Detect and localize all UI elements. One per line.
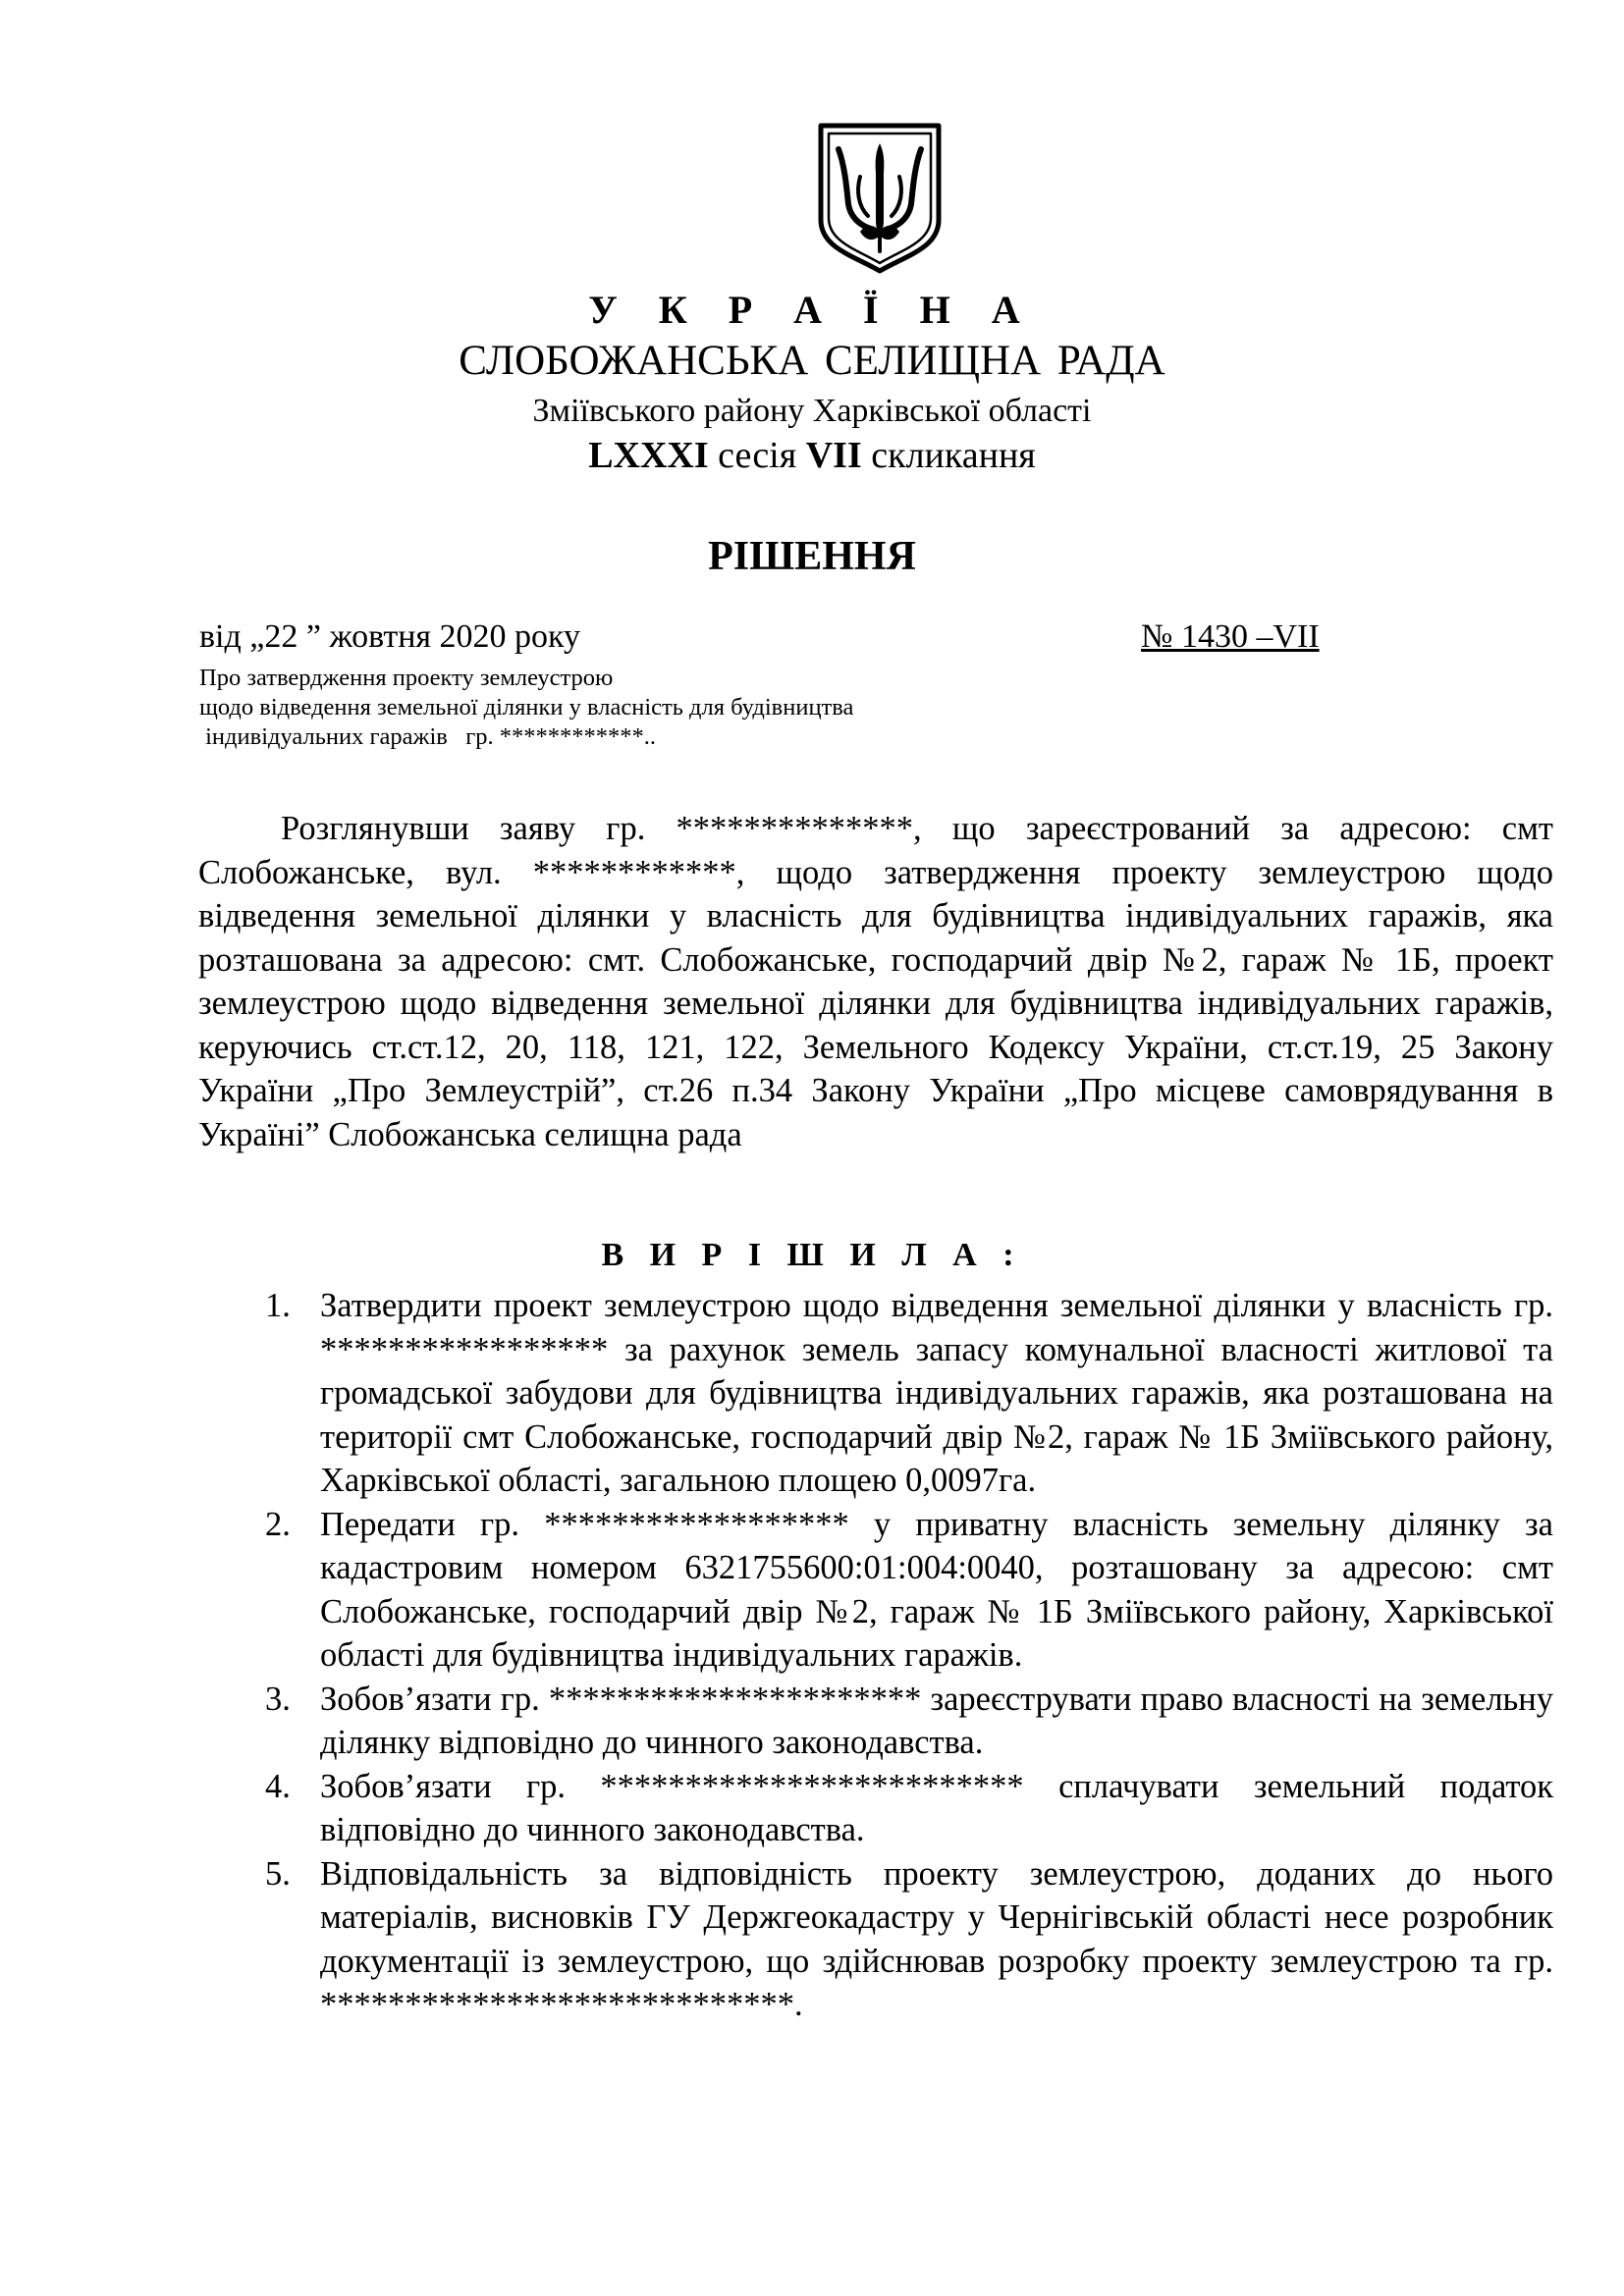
district-line: Зміївського району Харківської області	[532, 393, 1092, 429]
resolved-heading: В И Р І Ш И Л А :	[601, 1237, 1023, 1273]
council-name: СЛОБОЖАНСЬКА СЕЛИЩНА РАДА	[459, 338, 1165, 384]
decision-item	[265, 1503, 1553, 1678]
document-type: РІШЕННЯ	[708, 534, 916, 579]
item-text: Передати гр. ****************** у приватну власність земельну ділянку за кадастровим номером 6321755600:01:004:0040, розташовану за адресою: смт Слобожанське, господарчий двір №2, гараж № 1Б Зміївського району, Харківської області для будівництва індивідуальних гаражів.	[320, 1505, 1553, 1674]
decision-item	[265, 1284, 1553, 1503]
subject-line: індивідуальних гаражів гр. ************..	[199, 723, 656, 750]
subject-line: Про затвердження проекту землеустрою	[199, 665, 614, 691]
item-number: 5.	[265, 1854, 291, 1893]
subject-line: щодо відведення земельної ділянки у власність для будівництва	[199, 694, 854, 721]
item-text: Зобов’язати гр. ************************* сплачувати земельний податок відповідно до чинного законодавства.	[320, 1767, 1553, 1848]
session-number: LXXXI	[588, 435, 709, 476]
decision-items	[265, 1284, 1553, 2027]
item-number: 3.	[265, 1680, 291, 1718]
item-text: Зобов’язати гр. ********************** зареєструвати право власності на земельну ділянку відповідно до чинного законодавства.	[320, 1680, 1553, 1761]
decision-item	[265, 1852, 1553, 2027]
item-number: 2.	[265, 1505, 291, 1543]
decision-item	[265, 1678, 1553, 1765]
decision-date: від „22 ” жовтня 2020 року	[199, 618, 581, 655]
preamble-paragraph: Розглянувши заяву гр. **************, що зареєстрований за адресою: смт Слобожанське, вул. ************, щодо затвердження проекту землеустрою щодо відведення земельної ділянки у власність для будівництва індивідуальних гаражів, яка розташована за адресою: смт. Слобожанське, господарчий двір №2, гараж № 1Б, проект землеустрою щодо відведення земельної ділянки для будівництва індивідуальних гаражів, керуючись ст.ст.12, 20, 118, 121, 122, Земельного Кодексу України, ст.ст.19, 25 Закону України „Про Землеустрій”, ст.26 п.34 Закону України „Про місцеве самоврядування в Україні” Слобожанська селищна рада	[198, 810, 1553, 1153]
decision-subject	[199, 664, 853, 752]
item-number: 1.	[265, 1287, 291, 1324]
item-text: Затвердити проект землеустрою щодо відведення земельної ділянки у власність гр. ***************** за рахунок земель запасу комунальної власності житлової та громадської забудови для будівництва індивідуальних гаражів, яка розташована на території смт Слобожанське, господарчий двір №2, гараж № 1Б Зміївського району, Харківської області, загальною площею 0,0097га.	[320, 1287, 1553, 1499]
decision-number: № 1430 –VII	[1141, 618, 1320, 655]
convocation-number: VII	[805, 435, 862, 476]
convocation-label: скликання	[861, 435, 1036, 476]
item-text: Відповідальність за відповідність проекту землеустрою, доданих до нього матеріалів, висновків ГУ Держгеокадастру у Чернігівській області несе розробник документації із землеустрою, що здійснював розробку проекту землеустрою та гр. ****************************.	[320, 1854, 1553, 2023]
item-number: 4.	[265, 1767, 291, 1805]
coat-of-arms-icon	[817, 122, 943, 275]
session-line	[0, 434, 1624, 477]
country-heading: У К Р А Ї Н А	[588, 288, 1036, 332]
decision-item	[265, 1765, 1553, 1852]
session-label: сесія	[708, 435, 806, 476]
